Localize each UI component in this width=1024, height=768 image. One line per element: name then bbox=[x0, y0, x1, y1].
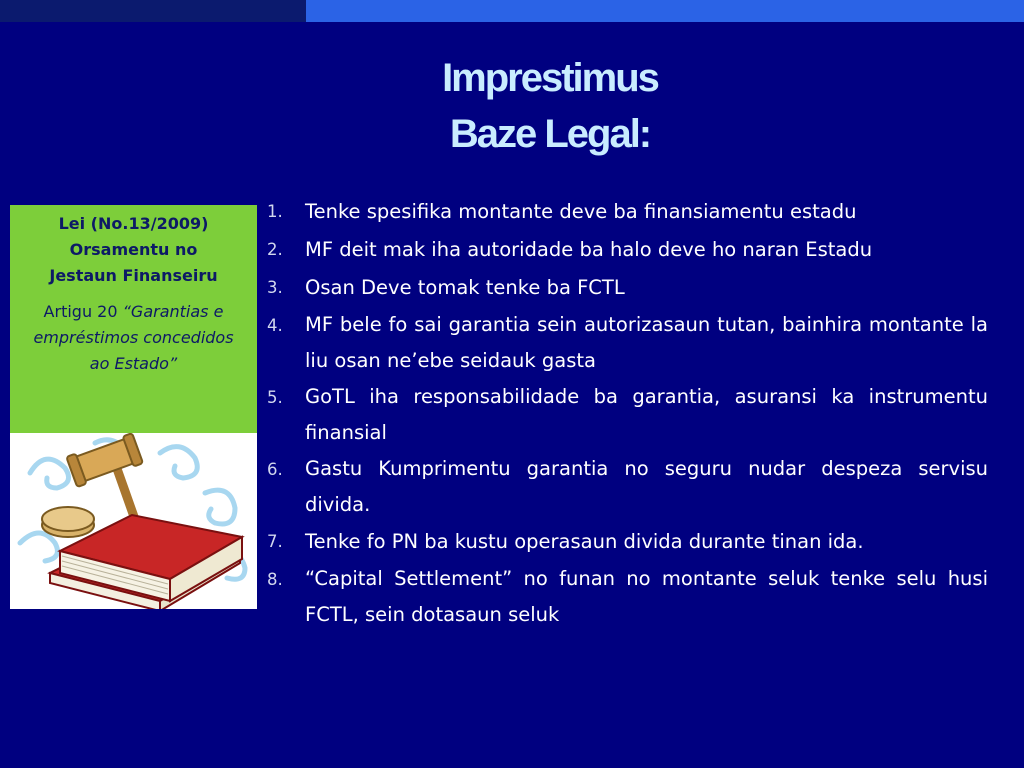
title-line-1: Imprestimus bbox=[442, 56, 658, 100]
law-reference bbox=[22, 211, 245, 289]
list-item-number: 4. bbox=[267, 316, 283, 335]
slide-title bbox=[260, 50, 840, 162]
gavel-book-clipart bbox=[10, 433, 257, 609]
title-line-2: Baze Legal: bbox=[449, 112, 651, 156]
list-item-text: GoTL iha responsabilidade ba garantia, asuransi ka instrumentu finansial bbox=[305, 385, 988, 444]
list-item-number: 8. bbox=[267, 570, 283, 589]
article-reference bbox=[22, 299, 245, 377]
list-item bbox=[262, 451, 988, 523]
list-item bbox=[262, 231, 988, 269]
article-quote: “Garantias e empréstimos concedidos ao Estado” bbox=[33, 302, 234, 373]
law-line-1: Lei (No.13/2009) bbox=[58, 214, 209, 233]
list-item bbox=[262, 193, 988, 231]
list-item-number: 6. bbox=[267, 460, 283, 479]
list-item bbox=[262, 523, 988, 561]
legal-basis-list bbox=[262, 193, 988, 633]
list-item-number: 1. bbox=[267, 202, 283, 221]
list-item-text: Gastu Kumprimentu garantia no seguru nudar despeza servisu divida. bbox=[305, 457, 988, 516]
list-item bbox=[262, 561, 988, 633]
list-item-text: MF bele fo sai garantia sein autorizasaun tutan, bainhira montante la liu osan ne’ebe seidauk gasta bbox=[305, 313, 988, 372]
list-item-text: MF deit mak iha autoridade ba halo deve ho naran Estadu bbox=[305, 238, 873, 261]
law-line-2: Orsamentu no bbox=[69, 240, 198, 259]
top-bar-accent bbox=[306, 0, 1024, 22]
list-item bbox=[262, 269, 988, 307]
list-item bbox=[262, 307, 988, 379]
list-item-text: Tenke spesifika montante deve ba finansiamentu estadu bbox=[305, 200, 857, 223]
list-item-number: 2. bbox=[267, 240, 283, 259]
article-prefix: Artigu 20 bbox=[43, 302, 118, 321]
list-item-number: 5. bbox=[267, 388, 283, 407]
list-item-text: “Capital Settlement” no funan no montante seluk tenke selu husi FCTL, sein dotasaun seluk bbox=[305, 567, 988, 626]
list-item-text: Osan Deve tomak tenke ba FCTL bbox=[305, 276, 625, 299]
list-item bbox=[262, 379, 988, 451]
law-line-3: Jestaun Finanseiru bbox=[49, 266, 218, 285]
legal-reference-box bbox=[10, 205, 257, 433]
list-item-number: 3. bbox=[267, 278, 283, 297]
list-item-text: Tenke fo PN ba kustu operasaun divida durante tinan ida. bbox=[305, 530, 864, 553]
list-item-number: 7. bbox=[267, 532, 283, 551]
gavel-book-icon bbox=[10, 433, 257, 609]
